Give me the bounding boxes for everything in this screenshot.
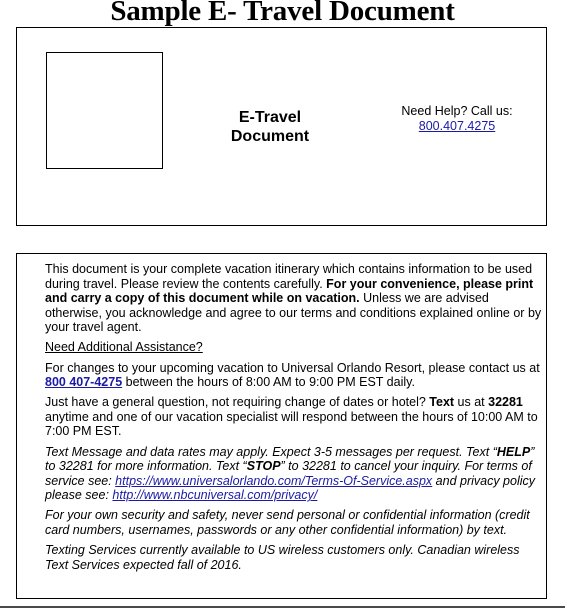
text-us-paragraph [45,395,545,439]
contact-phone-link[interactable]: 800 407-4275 [45,375,123,390]
sms-rates-text: Text Message and data rates may apply. Expect 3-5 messages per request. Text “ [45,444,497,459]
sms-info-text: ” to 32281 for more information. Text “ [45,444,535,474]
help-label: Need Help? Call us: [401,104,513,118]
photo-placeholder [46,52,163,169]
terms-of-service-link[interactable]: https://www.universalorlando.com/Terms-Of-Service.aspx [115,473,433,488]
text-us-at: us at [454,395,489,410]
intro-paragraph [45,262,545,335]
contact-text: For changes to your upcoming vacation to Universal Orlando Resort, please contact us at [45,360,540,375]
help-contact [392,104,522,134]
security-paragraph: For your own security and safety, never send personal or confidential information (credit card numbers, usernames, passwords or any other confidential information) by text. [45,508,530,537]
page-title: Sample E- Travel Document [110,0,455,27]
intro-text: This document is your complete vacation itinerary which contains information to be used during travel. Please review the contents carefully. [45,262,533,291]
bottom-divider [0,606,565,608]
header-box [16,27,547,226]
availability-paragraph: Texting Services currently available to US wireless customers only. Canadian wireless Text Services expected fall of 2016. [45,543,520,572]
document-heading [213,108,327,146]
assistance-heading: Need Additional Assistance? [45,340,203,355]
response-hours-text: anytime and one of our vacation specialist will respond between the hours of 10:00 AM to 7:00 PM EST. [45,409,538,439]
privacy-policy-link[interactable]: http://www.nbcuniversal.com/privacy/ [112,488,318,503]
sms-cancel-text: ” to 32281 to cancel your inquiry. For terms of service see: [45,459,532,488]
question-text: Just have a general question, not requiring change of dates or hotel? [45,395,430,410]
privacy-text: and privacy policy please see: [45,473,536,503]
contact-paragraph [45,361,545,390]
help-phone-link[interactable]: 800.407.4275 [418,119,496,133]
terms-text: Unless we are advised otherwise, you acknowledge and agree to our terms and conditions explained online or by your travel agent. [45,291,542,335]
itinerary-info-box [16,253,547,599]
info-text [45,262,545,578]
sms-terms-paragraph [45,445,545,503]
document-heading-line1: E-Travel [238,109,302,126]
document-heading-line2: Document [230,128,310,145]
text-keyword: Text [429,395,455,410]
help-keyword: HELP [496,444,531,459]
short-code: 32281 [488,395,523,410]
contact-hours-text: between the hours of 8:00 AM to 9:00 PM EST daily. [122,375,415,390]
stop-keyword: STOP [246,459,281,474]
print-notice: For your convenience, please print and carry a copy of this document while on vacation. [45,276,534,306]
